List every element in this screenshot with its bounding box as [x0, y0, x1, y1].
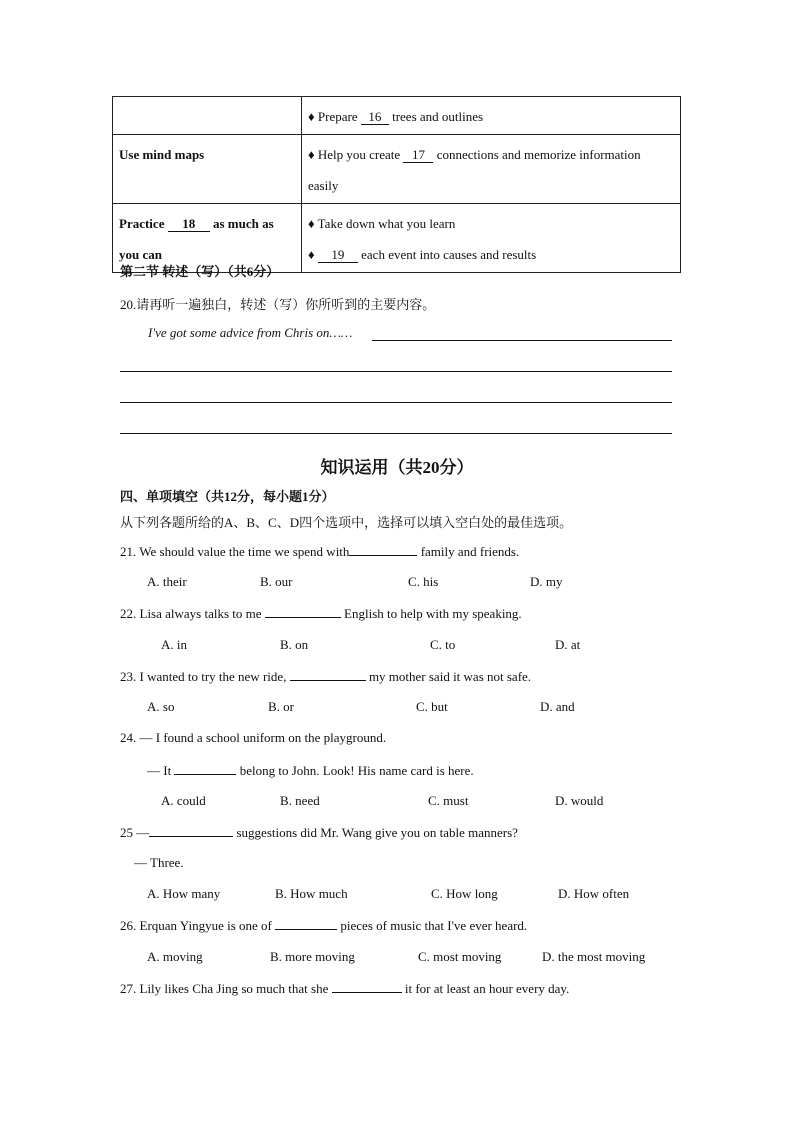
question-27: 27. Lily likes Cha Jing so much that she it for at least an hour every day. — [120, 981, 570, 996]
question-26: 26. Erquan Yingyue is one of pieces of music that I've ever heard. — [120, 918, 528, 933]
question-24: 24. — I found a school uniform on the playground. — [120, 730, 387, 745]
option-c[interactable]: C. must — [428, 793, 469, 808]
option-a[interactable]: A. How many — [147, 886, 221, 901]
table-cell-right: ♦ Prepare 16 trees and outlines — [302, 97, 681, 135]
option-d[interactable]: D. and — [540, 699, 575, 714]
section2-title: 第二节 转述（写）（共6分） — [120, 264, 280, 279]
option-d[interactable]: D. How often — [558, 886, 630, 901]
blank-17[interactable]: 17 — [403, 148, 433, 163]
option-c[interactable]: C. How long — [431, 886, 498, 901]
option-c[interactable]: C. but — [416, 699, 448, 714]
blank[interactable] — [332, 980, 402, 993]
question-21: 21. We should value the time we spend with family and friends. — [120, 544, 520, 559]
option-a[interactable]: A. their — [147, 574, 187, 589]
retell-prompt: I've got some advice from Chris on…… — [148, 325, 353, 340]
question-20: 20.请再听一遍独白，转述（写）你所听到的主要内容。 — [120, 297, 436, 312]
option-d[interactable]: D. at — [555, 637, 581, 652]
question-24-response: — It belong to John. Look! His name card is here. — [147, 763, 474, 778]
blank[interactable] — [265, 605, 341, 618]
blank[interactable] — [275, 917, 337, 930]
option-b[interactable]: B. or — [268, 699, 294, 714]
option-a[interactable]: A. moving — [147, 949, 203, 964]
question-22: 22. Lisa always talks to me English to help with my speaking. — [120, 606, 522, 621]
table-cell-right: ♦ Take down what you learn ♦ 19 each event into causes and results — [302, 204, 681, 273]
table-cell-left — [113, 97, 302, 135]
option-b[interactable]: B. our — [260, 574, 293, 589]
section4-instruction: 从下列各题所给的A、B、C、D四个选项中，选择可以填入空白处的最佳选项。 — [120, 515, 573, 530]
blank-16[interactable]: 16 — [361, 110, 389, 125]
question-25-answer: — Three. — [134, 855, 184, 870]
option-d[interactable]: D. would — [555, 793, 604, 808]
question-23: 23. I wanted to try the new ride, my mother said it was not safe. — [120, 669, 532, 684]
part-title: 知识运用（共20分） — [320, 458, 474, 477]
table-row — [113, 135, 681, 204]
blank-18[interactable]: 18 — [168, 217, 210, 232]
question-25: 25 — suggestions did Mr. Wang give you on table manners? — [120, 825, 518, 840]
option-c[interactable]: C. most moving — [418, 949, 502, 964]
blank[interactable] — [149, 824, 233, 837]
blank-19[interactable]: 19 — [318, 248, 358, 263]
notes-table — [112, 96, 681, 273]
answer-line[interactable] — [120, 402, 672, 403]
blank[interactable] — [290, 668, 366, 681]
option-a[interactable]: A. so — [147, 699, 175, 714]
option-b[interactable]: B. How much — [275, 886, 348, 901]
table-cell-right: ♦ Help you create 17 connections and memorize information easily — [302, 135, 681, 204]
blank[interactable] — [349, 543, 417, 556]
section4-title: 四、单项填空（共12分，每小题1分） — [120, 489, 335, 504]
blank[interactable] — [174, 762, 236, 775]
table-cell-left: Use mind maps — [113, 135, 302, 204]
option-b[interactable]: B. on — [280, 637, 309, 652]
answer-line[interactable] — [120, 433, 672, 434]
answer-line[interactable] — [120, 371, 672, 372]
table-cell-left: Practice 18 as much as you can — [113, 204, 302, 273]
option-b[interactable]: B. more moving — [270, 949, 355, 964]
table-row — [113, 97, 681, 135]
option-c[interactable]: C. his — [408, 574, 439, 589]
option-a[interactable]: A. could — [161, 793, 206, 808]
option-b[interactable]: B. need — [280, 793, 320, 808]
option-c[interactable]: C. to — [430, 637, 456, 652]
option-a[interactable]: A. in — [161, 637, 187, 652]
answer-line[interactable] — [372, 340, 672, 341]
option-d[interactable]: D. my — [530, 574, 563, 589]
option-d[interactable]: D. the most moving — [542, 949, 646, 964]
